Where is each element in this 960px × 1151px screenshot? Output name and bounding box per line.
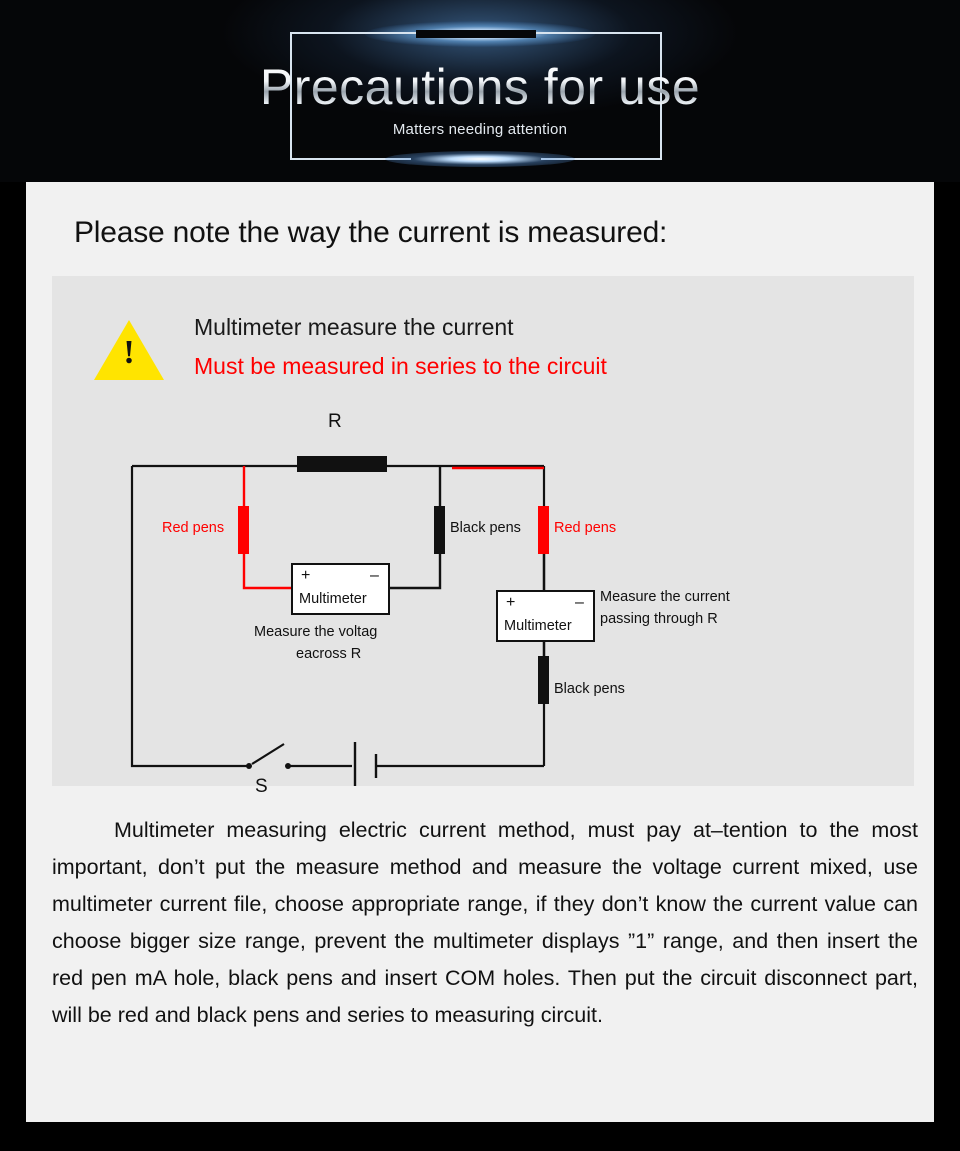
current-caption-line2: passing through R <box>600 611 718 627</box>
header-glow-bottom-icon <box>385 151 575 167</box>
body-paragraph: Multimeter measuring electric current method, must pay at–tention to the most important, don’t put the measure method and measure the voltage current mixed, use multimeter current file, choose appropriate range, if they don’t know the current value can choose bigger size range, prevent the multimeter displays ”1” range, and then insert the red pen mA hole, black pens and insert COM holes. Then put the circuit disconnect part, will be red and black pens and series to measuring circuit. <box>52 818 918 1027</box>
circuit-svg <box>52 406 914 786</box>
label-black-pens-middle: Black pens <box>450 520 521 536</box>
current-caption-line1: Measure the current <box>600 589 730 605</box>
label-red-pens-left: Red pens <box>162 520 225 536</box>
circuit-diagram <box>52 406 914 797</box>
warning-panel <box>52 276 914 797</box>
voltage-meter-minus: – <box>370 567 379 584</box>
current-meter-name: Multimeter <box>504 618 572 634</box>
voltage-meter-plus: + <box>301 567 311 584</box>
warning-triangle-icon: ! <box>94 320 164 380</box>
current-meter-minus: – <box>575 594 584 611</box>
panel-line-2: Must be measured in series to the circuit <box>194 353 607 379</box>
page-title: Precautions for use <box>0 58 960 116</box>
voltage-caption-line2: eacross R <box>296 646 362 662</box>
label-black-pens-bottom: Black pens <box>554 681 625 697</box>
panel-line-1: Multimeter measure the current <box>194 314 514 340</box>
footer-spacer <box>0 1122 960 1142</box>
voltage-caption-line1: Measure the voltag <box>254 624 378 640</box>
switch-label: S <box>255 776 268 797</box>
content-card <box>26 182 934 1122</box>
page-header <box>0 0 960 182</box>
current-meter-plus: + <box>506 594 516 611</box>
note-title: Please note the way the current is measured: <box>74 216 668 249</box>
resistor-label: R <box>328 411 342 432</box>
page-subtitle: Matters needing attention <box>392 121 568 138</box>
label-red-pens-right: Red pens <box>554 520 617 536</box>
voltage-meter-name: Multimeter <box>299 591 367 607</box>
